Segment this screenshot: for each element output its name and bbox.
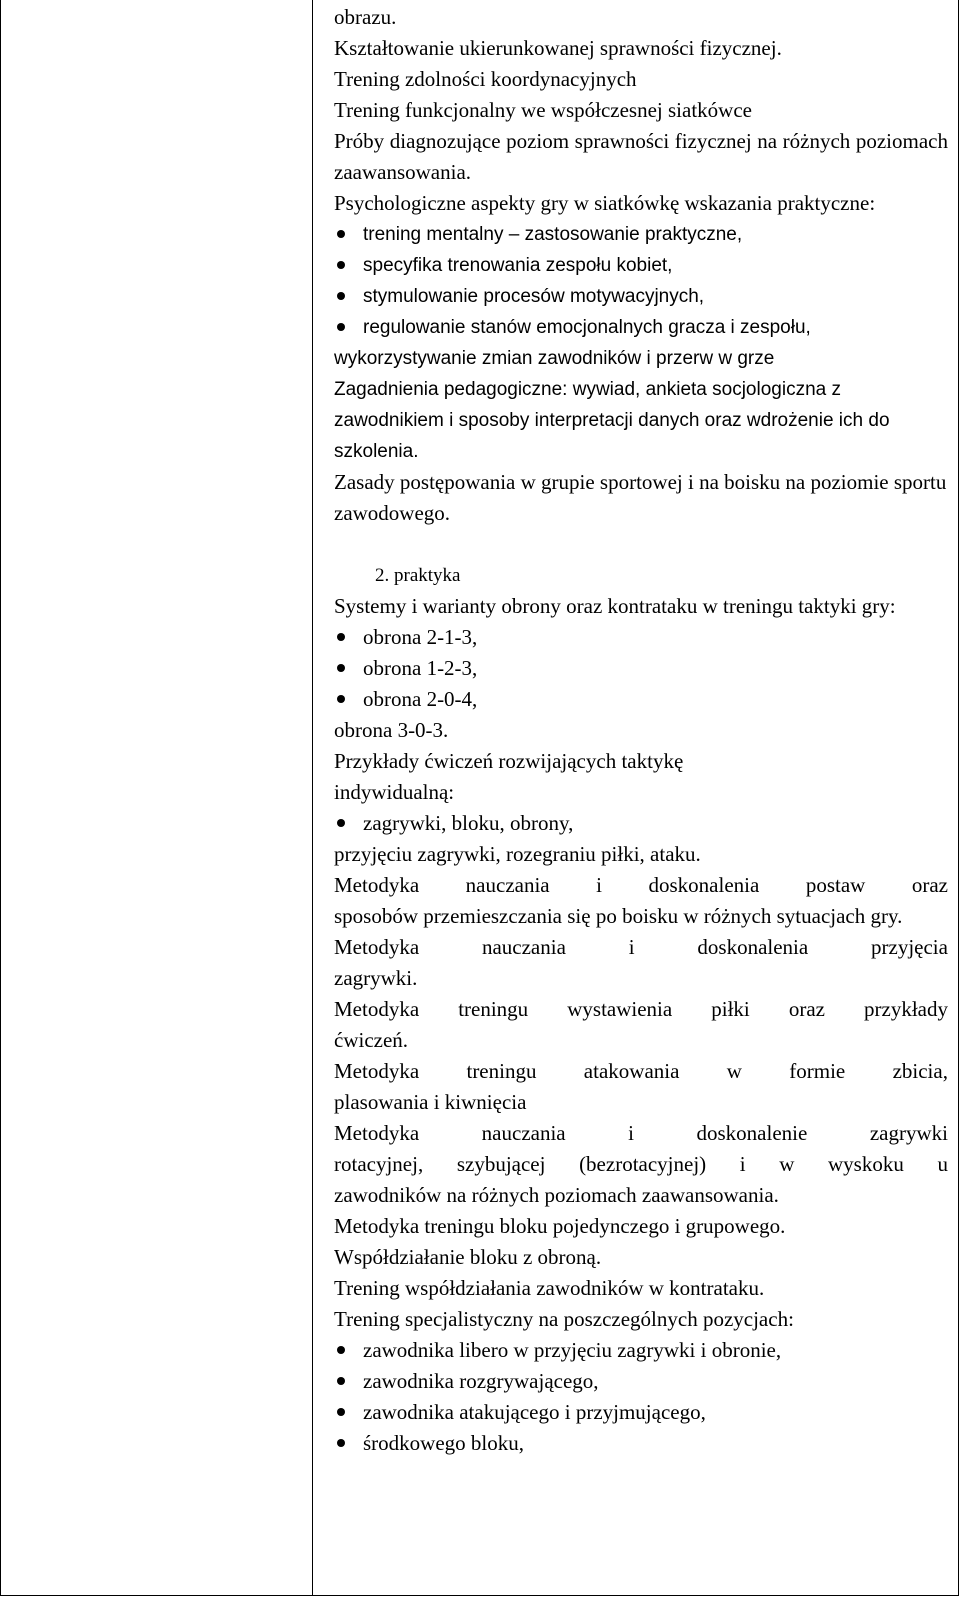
bullet-icon	[337, 695, 345, 703]
paragraph-proby: Próby diagnozujące poziom sprawności fizycznej na różnych poziomach zaawansowania.	[334, 129, 948, 184]
text-line: plasowania i kiwnięcia	[334, 1090, 527, 1114]
list-item: stymulowanie procesów motywacyjnych,	[334, 281, 948, 312]
bullet-icon	[337, 1439, 345, 1447]
text-line: Kształtowanie ukierunkowanej sprawności fizycznej.	[334, 36, 782, 60]
bullet-icon	[337, 664, 345, 672]
paragraph-psychology-intro: Psychologiczne aspekty gry w siatkówkę wskazania praktyczne:	[334, 191, 876, 215]
table-content-column	[313, 0, 958, 1595]
defense-list	[334, 622, 948, 715]
justified-line: Metodyka nauczania i doskonalenia postaw oraz	[334, 873, 948, 897]
specialist-list	[334, 1335, 948, 1459]
paragraph-systems-intro: Systemy i warianty obrony oraz kontrataku w treningu taktyki gry:	[334, 594, 896, 618]
spacer	[334, 529, 948, 560]
list-item: zagrywki, bloku, obrony,	[334, 808, 948, 839]
table-left-column	[1, 0, 313, 1595]
bullet-icon	[337, 230, 345, 238]
list-item: zawodnika atakującego i przyjmującego,	[334, 1397, 948, 1428]
list-item: środkowego bloku,	[334, 1428, 948, 1459]
text-line: Trening funkcjonalny we współczesnej siatkówce	[334, 98, 752, 122]
text-line: obrazu.	[334, 5, 397, 29]
paragraph-rules: Zasady postępowania w grupie sportowej i na boisku na poziomie sportu zawodowego.	[334, 470, 947, 525]
justified-line: Metodyka treningu atakowania w formie zbicia,	[334, 1059, 948, 1083]
text-line: Trening współdziałania zawodników w kontrataku.	[334, 1276, 765, 1300]
bullet-icon	[337, 1408, 345, 1416]
bullet-icon	[337, 292, 345, 300]
list-item: obrona 1-2-3,	[334, 653, 948, 684]
section-heading: 2. praktyka	[375, 565, 461, 586]
justified-line: Metodyka nauczania i doskonalenie zagrywki	[334, 1121, 948, 1145]
bullet-icon	[337, 261, 345, 269]
text-line: przyjęciu zagrywki, rozegraniu piłki, ataku.	[334, 842, 701, 866]
list-item: obrona 2-0-4,	[334, 684, 948, 715]
text-line: zawodników na różnych poziomach zaawansowania.	[334, 1183, 779, 1207]
text-line: Metodyka treningu bloku pojedynczego i grupowego.	[334, 1214, 786, 1238]
bullet-icon	[337, 323, 345, 331]
bullet-icon	[337, 633, 345, 641]
justified-line: rotacyjnej, szybującej (bezrotacyjnej) i w wyskoku u	[334, 1152, 948, 1176]
list-item: regulowanie stanów emocjonalnych gracza i zespołu,	[334, 312, 948, 343]
list-item: zawodnika libero w przyjęciu zagrywki i obronie,	[334, 1335, 948, 1366]
list-item: specyfika trenowania zespołu kobiet,	[334, 250, 948, 281]
examples-list	[334, 808, 948, 839]
psychology-list	[334, 219, 948, 343]
list-item: obrona 2-1-3,	[334, 622, 948, 653]
text-line: Współdziałanie bloku z obroną.	[334, 1245, 602, 1269]
justified-line: Metodyka treningu wystawienia piłki oraz przykłady	[334, 997, 948, 1021]
text-line-after-list: wykorzystywanie zmian zawodników i przerw w grze	[334, 348, 775, 369]
text-line: ćwiczeń.	[334, 1028, 409, 1052]
list-item: trening mentalny – zastosowanie praktyczne,	[334, 219, 948, 250]
bullet-icon	[337, 1346, 345, 1354]
paragraph-examples-intro: Przykłady ćwiczeń rozwijających taktykę indywidualną:	[334, 749, 684, 804]
paragraph-pedagogical: Zagadnienia pedagogiczne: wywiad, ankieta socjologiczna z zawodnikiem i sposoby interpretacji danych oraz wdrożenie ich do szkolenia.	[334, 379, 890, 462]
paragraph-method-postures: sposobów przemieszczania się po boisku w różnych sytuacjach gry.	[334, 904, 903, 928]
bullet-icon	[337, 1377, 345, 1385]
justified-line: Metodyka nauczania i doskonalenia przyjęcia	[334, 935, 948, 959]
paragraph-specialist-intro: Trening specjalistyczny na poszczególnych pozycjach:	[334, 1307, 794, 1331]
list-item: zawodnika rozgrywającego,	[334, 1366, 948, 1397]
bullet-icon	[337, 819, 345, 827]
text-line: zagrywki.	[334, 966, 418, 990]
text-line: Trening zdolności koordynacyjnych	[334, 67, 637, 91]
text-line: obrona 3-0-3.	[334, 718, 449, 742]
